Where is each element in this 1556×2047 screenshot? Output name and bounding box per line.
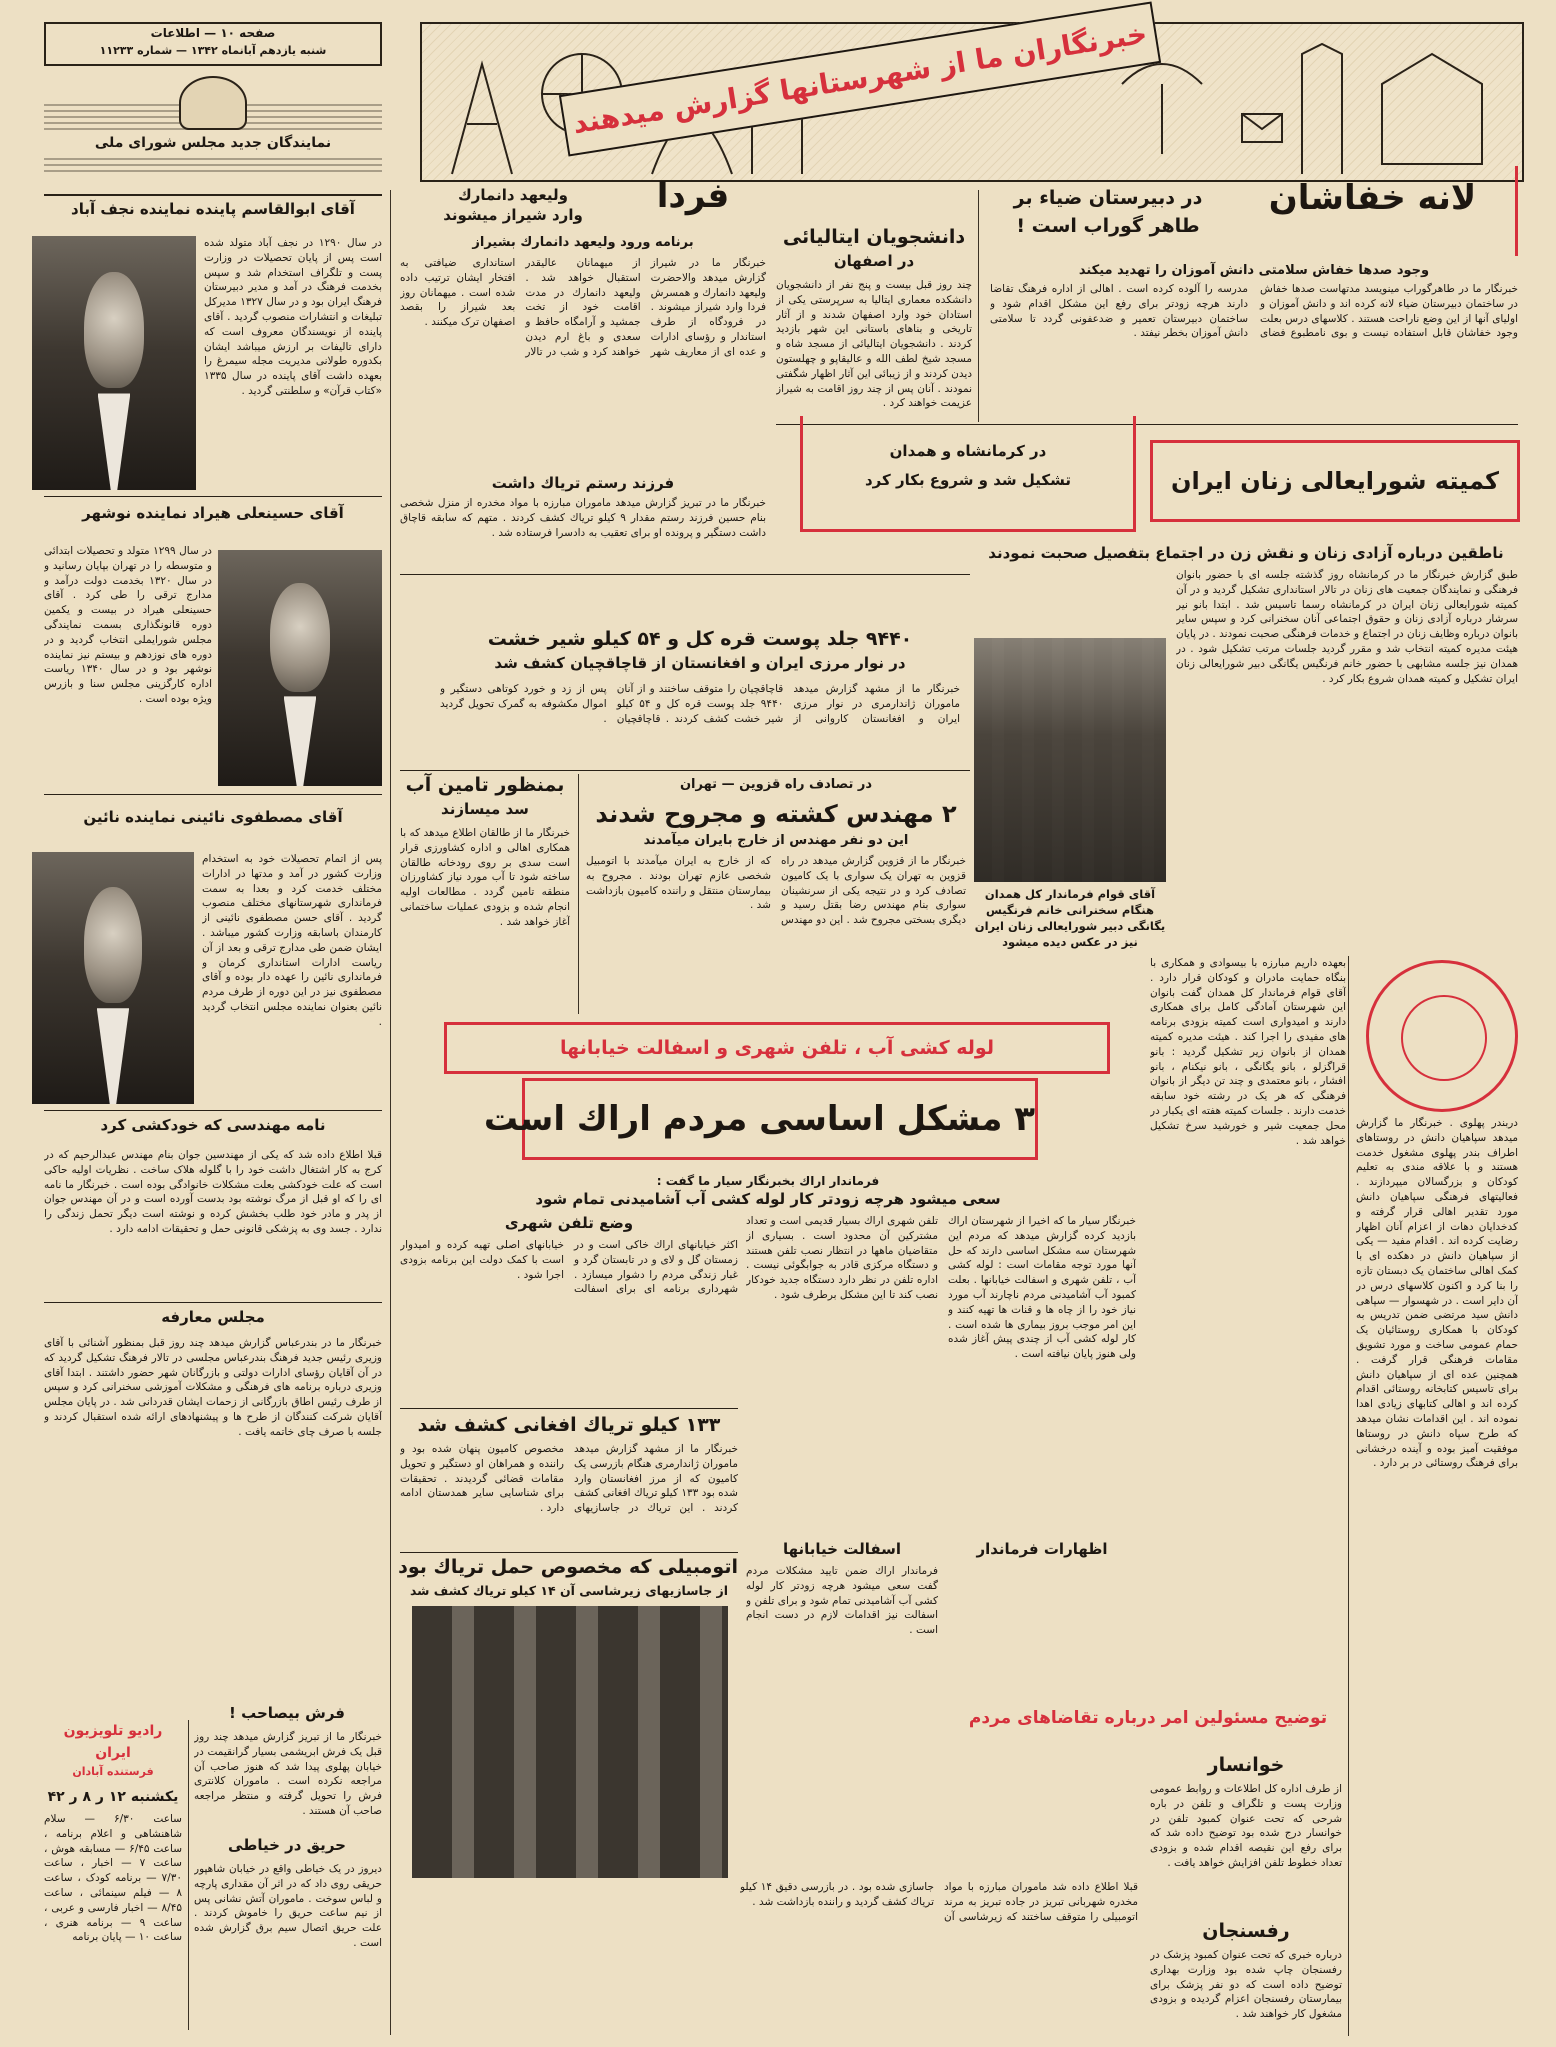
bats-body: خبرنگار ما در طاهرگوراب مینویسد مدتهاست صدها خفاش در ساختمان دبیرستان ضیاء لانه کرده اند و دانش آموزان و اولیای آنها از این وضع ناراحت هستند . کلاسهای درس بعلت وجود خفاشان قابل استفاده نیست و بوی نامطبوع فضای مدرسه را آلوده کرده است . اهالی از اداره فرهنگ تقاضا دارند هرچه زودتر برای رفع این مشکل اقدام شود و ساختمان دبیرستان تعمیر و ضدعفونی گردد تا سلامتی دانش آموزان بخطر نیفتد . bbox=[990, 283, 1518, 340]
tv-ad-tagline: فرستنده آبادان bbox=[72, 1765, 154, 1778]
women-council-cont: بعهده داریم مبارزه با بیسوادی و همکاری با بنگاه حمایت مادران و کودکان قرار دارد . آقای قوام فرماندار کل همدان گفت بانوان این شهرستان آمادگی کامل برای همکاری دارند و امیدواری است کمیته بزودی برنامه های مفیدی را اجرا کند . هیئت مدیره کمیته همدان از بانوان زیر تشکیل گردید : بانو قراگزلو ، بانو یگانگی ، بانو نیکنام ، بانو افشار ، بانو معتمدی و چند تن دیگر از بانوان فرهنگی که هر یک در رشته خود سابقه خدمت دارند . جلسات کمیته هفته ای یکبار در محل جمعیت شیر و خورشید سرخ تشکیل خواهد شد . bbox=[1150, 957, 1346, 1147]
bats-side: در دبیرستان ضیاء بر طاهر گوراب است ! bbox=[1013, 187, 1203, 237]
smuggle-subhead: در نوار مرزی ایران و افغانستان از قاچاقچیان کشف شد bbox=[494, 654, 906, 672]
divider bbox=[578, 774, 579, 1014]
page-number: صفحه ۱۰ — اطلاعات bbox=[150, 26, 276, 40]
lion-emblem-icon bbox=[179, 76, 247, 130]
khansar-headline: خوانسار bbox=[1207, 1754, 1285, 1776]
right-column-body: دربندر پهلوی . خبرنگار ما گزارش میدهد سپاهیان دانش در روستاهای اطراف بندر پهلوی مشغول خدمت هستند و با علاقه مندی به تعلیم کودکان و بزرگسالان میپردازند . فعالیتهای فرهنگی سپاهیان دانش مورد تقدیر اهالی قرار گرفته و کدخدایان دهات از اعزام آنان اظهار رضایت کرده اند . اقدام مفید — یکی از سپاهیان دانش در دهکده ای با کمک اهالی ساختمان یک دبستان تازه را بنا کرد و اکنون کلاسهای درس در آن دایر است . در شهسوار — سپاهی دانش سید مرتضی ضمن تدریس به کودکان با همکاری روستائیان یک حمام عمومی ساخت و مورد تشویق مقامات فرهنگی قرار گرفت . همچنین عده ای از سپاهیان دانش برای تاسیس کتابخانه روستائی اقدام کرده اند و اهالی کتابهای زیادی اهدا نموده اند . این اقدامات نشان میدهد که طرح سپاه دانش در روستاها موفقیت آمیز بوده و آینده درخشانی برای فرهنگ روستائی در بر دارد . bbox=[1356, 1117, 1518, 1470]
column-divider bbox=[390, 190, 391, 2035]
women-council-headline-box bbox=[1150, 440, 1520, 522]
bats-headline: لانه خفاشان bbox=[1268, 178, 1477, 218]
car-headline: اتومبیلی که مخصوص حمل تریاك بود bbox=[398, 1556, 738, 1578]
rep3-body: پس از اتمام تحصیلات خود به استخدام وزارت کشور در آمد و مدتها در ادارات مختلف خدمت کرد و بعدا به سمت فرمانداری شهرستانهای مختلف منصوب گردید . آقای حسن مصطفوی نائینی از کارمندان باسابقه وزارت کشور میباشد . ایشان ضمن طی مدارج ترقی و بعد از آن ریاست ادارات استانداری کرمان و فرمانداری نائین را عهده دار بوده و آقای مصطفوی نیز در این دوره از طرف مردم نائین بعنوان نماینده مجلس انتخاب گردید . bbox=[202, 853, 382, 1028]
arak-headline-box bbox=[483, 1078, 1038, 1160]
arak-sub-contacts: وضع تلفن شهری bbox=[504, 1214, 634, 1232]
rep3-portrait bbox=[32, 852, 194, 1104]
khansar-body: از طرف اداره کل اطلاعات و روابط عمومی وزارت پست و تلگراف و تلفن در باره شرحی که تحت عنوان کمبود تلفن در خوانسار درج شده بود توضیح داده شد که برای رفع این نقیصه اقدام شده و بزودی تعداد خطوط تلفن افزایش خواهد یافت . bbox=[1150, 1783, 1342, 1869]
page-info-box bbox=[44, 22, 382, 66]
bats-subhead: وجود صدها خفاش سلامتی دانش آموزان را تهدید میکند bbox=[1078, 263, 1430, 278]
arak-sub-gov: اظهارات فرماندار bbox=[976, 1540, 1108, 1558]
women-council-body: طبق گزارش خبرنگار ما در کرمانشاه روز گذشته جلسه ای با حضور بانوان فرهنگی و نمایندگان جمعیت های زنان در تالار استانداری تشکیل گردید و در آن کمیته شورایعالی زنان ایران در کرمانشاه رسما تاسیس شد . ابتدا بانو نیر سرشار درباره آزادی زنان و حقوق اجتماعی آنان سخنرانی کرد و سپس سایر بانوان درباره وظایف زنان در اجتماع و خدمات فرهنگی صحبت نمودند . در پایان هیئت مدیره کمیته انتخاب شد و مقرر گردید جلسات مرتب تشکیل شود . در همدان نیز جلسه مشابهی با حضور خانم فرنگیس یگانگی دبیر شورایعالی زنان ایران تشکیل و کمیته همدان شروع بکار کرد . bbox=[1176, 569, 1518, 685]
bats-headline-box bbox=[1230, 166, 1518, 256]
divider bbox=[44, 1110, 382, 1111]
denmark-body: خبرنگار ما در شیراز گزارش میدهد والاحضرت ولیعهد دانمارك و همسرش فردا وارد شیراز میشوند . در فرودگاه از طرف استاندار و رؤسای ادارات و عده ای از معاریف شهر از میهمانان عالیقدر استقبال خواهد شد . ولیعهد دانمارك در مدت اقامت خود از تخت جمشید و آرامگاه حافظ و سعدی و باغ ارم دیدن خواهند کرد و شب در تالار استانداری ضیافتی به افتخار ایشان ترتیب داده شده است . میهمانان روز بعد شیراز را بقصد اصفهان ترک میکنند . bbox=[400, 257, 766, 358]
arak-body1: خبرنگار سیار ما که اخیرا از شهرستان اراك بازدید کرده گزارش میدهد که مردم این شهرستان سه مشکل اساسی دارند که حل آنها مورد توجه مقامات است : لوله کشی آب ، تلفن شهری و اسفالت خیابانها . بعلت کمبود آب آشامیدنی مردم ناچارند آب مورد نیاز خود را از چاه ها و قنات ها تهیه کنند و این امر موجب بروز بیماری ها شده است . کار لوله کشی آب از چندی پیش آغاز شده ولی هنوز پایان نیافته است . bbox=[948, 1215, 1136, 1361]
opium-afghan-body: خبرنگار ما از مشهد گزارش میدهد ماموران ژاندارمری هنگام بازرسی یک کامیون که از مرز افغانستان وارد شده بود ۱۳۳ کیلو تریاك افغانی کشف کردند . این تریاك در جاسازیهای مخصوص کامیون پنهان شده بود و راننده و همراهان او دستگیر و تحویل مقامات قضائی گردیدند . تحقیقات برای شناسایی سایر همدستان ادامه دارد . bbox=[400, 1443, 738, 1515]
denmark-side2: وارد شیراز میشوند bbox=[443, 206, 583, 224]
engineers-subhead: این دو نفر مهندس از خارج بایران میآمدند bbox=[643, 833, 909, 848]
arak-sub-asphalt: اسفالت خیابانها bbox=[782, 1540, 902, 1558]
women-council-headline: کمیته شورایعالی زنان ایران bbox=[1170, 467, 1500, 495]
engineers-body: خبرنگار ما از قزوین گزارش میدهد در راه قزوین به تهران یک سواری با یک کامیون تصادف کرد و در نتیجه یکی از سرنشینان سواری بنام مهندس رضا بقتل رسید و دیگری بسختی مجروح شد . این دو مهندس که از خارج به ایران میآمدند با اتومبیل شخصی عازم تهران بودند . مجروح به بیمارستان منتقل و راننده کامیون بازداشت شد . bbox=[586, 855, 966, 927]
water-sub: سد میسازند bbox=[441, 800, 529, 818]
divider bbox=[188, 1720, 189, 2030]
arak-headline: ۳ مشکل اساسی مردم اراك است bbox=[483, 1099, 1035, 1139]
women-council-cont2 bbox=[974, 952, 1140, 1012]
denmark-big-headline: فردا bbox=[656, 176, 730, 216]
fire-body: دیروز در یک خیاطی واقع در خیابان شاهپور حریقی روی داد که در اثر آن مقداری پارچه و لباس سوخت . ماموران آتش نشانی پس از نیم ساعت حریق را خاموش کردند . علت حریق اتصال سیم برق گزارش شده است . bbox=[194, 1863, 382, 1949]
tv-ad bbox=[44, 1720, 182, 2030]
women-council-side-box bbox=[800, 416, 1136, 532]
rep1-body: در سال ۱۲۹۰ در نجف آباد متولد شده است پس از پایان تحصیلات در وزارت پست و تلگراف استخدام شد و سپس بخدمت فرهنگ در آمد و مدیر دبیرستان فرهنگ ایران بود و در سال ۱۳۲۷ مدیرکل تبلیغات و انتشارات منصوب گردید . آقای پاینده از نویسندگان معروف است که دارای تالیفات بر ارزش میباشد ایشان بکدوره طولانی مدیریت مجله سیمرغ را بعهده داشت آقای پاینده در سال ۱۳۳۵ «کتاب قرآن» و سلطنتی گردید . bbox=[204, 237, 382, 397]
students-sub: در اصفهان bbox=[833, 252, 915, 270]
divider bbox=[44, 1302, 382, 1303]
arak-subhead: سعی میشود هرچه زودتر کار لوله کشی آب آشامیدنی تمام شود bbox=[535, 1190, 1001, 1208]
divider bbox=[44, 496, 382, 497]
council-body: خبرنگار ما در بندرعباس گزارش میدهد چند روز قبل بمنظور آشنائی با آقای وزیری رئیس جدید فرهنگ بندرعباس مجلسی در تالار فرهنگ تشکیل گردید که در آن آقایان رؤسای ادارات دولتی و بازرگانان شهر حضور داشتند . ابتدا آقای وزیری درباره برنامه های فرهنگی و مشکلات آموزشی سخنرانی کرد و سپس از طرف رئیس اطاق بازرگانی از زحمات ایشان قدردانی شد . در پایان مجلس آقایان شرکت کنندگان از طرح ها و پیشنهادهای ارائه شده استقبال کردند و جلسه با صرف چای خاتمه یافت . bbox=[44, 1337, 382, 1438]
soldiers-photo bbox=[412, 1606, 728, 1878]
suicide-body: قبلا اطلاع داده شد که یکی از مهندسین جوان بنام مهندس عبدالرحیم که در کرج به کار اشتغال داشت خود را با گلوله هلاک ساخت . نظریات اولیه حاکی است که علت خودکشی بعلت مشکلات خانوادگی بوده است . خبرنگار ما نامه ای را که او قبل از مرگ نوشته بود بدست آورده است و در آن مهندس جوان از پدر و مادر خود طلب بخشش کرده و نوشته است دیگر تحمل زندگی را ندارد . جسد وی به پزشکی قانونی حمل و تحقیقات ادامه دارد . bbox=[44, 1149, 382, 1235]
water-body: خبرنگار ما از طالقان اطلاع میدهد که با همکاری اهالی و اداره کشاورزی قرار است سدی بر روی رودخانه طالقان ساخته شود تا آب مورد نیاز کشاورزان منطقه تامین گردد . مطالعات اولیه انجام شده و بزودی عملیات ساختمانی آغاز خواهد شد . bbox=[400, 827, 570, 928]
women-council-body-top bbox=[974, 568, 1166, 634]
women-council-side1: در کرمانشاه و همدان bbox=[889, 442, 1047, 460]
rafsanjan-headline: رفسنجان bbox=[1202, 1920, 1290, 1942]
opium-afghan-headline: ۱۳۳ کیلو تریاك افغانی کشف شد bbox=[417, 1414, 721, 1436]
engineers-pre: در تصادف راه قزوین — تهران bbox=[679, 777, 873, 792]
rafsanjan-body: درباره خبری که تحت عنوان کمبود پزشک در رفسنجان چاپ شده بود وزارت بهداری توضیح داده است که دو نفر پزشک برای بیمارستان رفسنجان اعزام گردیده و بزودی مشغول کار خواهند شد . bbox=[1150, 1949, 1342, 2021]
rep3-title: آقای مصطفوی نائینی نماینده نائین bbox=[83, 808, 343, 826]
arak-body3: اکثر خیابانهای اراك خاکی است و در زمستان گل و لای و در تابستان گرد و غبار زندگی مردم را دشوار میسازد . شهرداری برنامه ای برای اسفالت خیابانهای اصلی تهیه کرده و امیدوار است با کمک دولت این برنامه بزودی اجرا شود . bbox=[400, 1239, 738, 1296]
carpet-body: خبرنگار ما از تبریز گزارش میدهد چند روز قبل یک فرش ابریشمی بسیار گرانقیمت در خیابان پهلوی پیدا شد که هنوز صاحب آن مراجعه نکرده است . ماموران کلانتری فرش را تحویل گرفته و منتظر مراجعه صاحب آن هستند . bbox=[194, 1731, 382, 1817]
tv-ad-date: یکشنبه ۱۲ ر ۸ ر ۴۲ bbox=[47, 1789, 179, 1805]
rep2-body: در سال ۱۲۹۹ متولد و تحصیلات ابتدائی و متوسطه را در تهران بپایان رسانید و در سال ۱۳۲۰ بخدمت دولت درآمد و مدارج ترقی را طی کرد . آقای حسینعلی هیراد در بیست و یکمین دوره قانونگذاری بسمت نمایندگی مجلس شورایملی انتخاب گردید و در دوره های نوزدهم و بیستم نیز نماینده نوشهر بود و در سال ۱۳۴۰ ریاست اداره کارگزینی مجلس سنا و بازرس ویژه بوده است . bbox=[44, 545, 212, 705]
rep1-title: آقای ابوالقاسم پاینده نماینده نجف آباد bbox=[71, 200, 355, 218]
suicide-title: نامه مهندسی که خودکشی کرد bbox=[100, 1116, 326, 1134]
masthead-banner-text: خبرنگاران ما از شهرستانها گزارش میدهند bbox=[570, 16, 1150, 141]
smuggle-body: خبرنگار ما از مشهد گزارش میدهد ماموران ژاندارمری در نوار مرزی ایران و افغانستان کاروانی از قاچاقچیان را متوقف ساختند و از آنان ۹۴۴۰ جلد پوست قره کل و ۵۴ کیلو شیر خشت کشف کردند . قاچاقچیان پس از زد و خورد کوتاهی دستگیر و اموال مکشوفه به گمرک تحویل گردید . bbox=[440, 683, 960, 725]
divider bbox=[400, 1408, 738, 1409]
women-council-photo-wide bbox=[974, 638, 1166, 882]
fire-headline: حریق در خیاطی bbox=[228, 1836, 346, 1854]
divider bbox=[400, 770, 970, 771]
arak-subhead-small: فرماندار اراك بخبرنگار سیار ما گفت : bbox=[656, 1174, 880, 1188]
column-divider bbox=[1348, 956, 1349, 2036]
tv-ad-brand: رادیو تلویزیون ایران bbox=[63, 1723, 163, 1761]
rep2-title: آقای حسینعلی هیراد نماینده نوشهر bbox=[82, 504, 344, 522]
column-divider bbox=[978, 190, 979, 422]
divider bbox=[400, 574, 970, 575]
students-headline: دانشجویان ایتالیائی bbox=[782, 226, 966, 248]
denmark-subhead: برنامه ورود ولیعهد دانمارك بشیراز bbox=[472, 235, 694, 250]
car-subhead: از جاسازیهای زیرشاسی آن ۱۴ کیلو تریاك کشف شد bbox=[409, 1583, 729, 1598]
students-body: چند روز قبل بیست و پنج نفر از دانشجویان دانشکده معماری ایتالیا به سرپرستی یکی از استادان خود وارد اصفهان شدند و از آثار تاریخی و بناهای باستانی این شهر بازدید کردند . دانشجویان ایتالیائی از مسجد شاه و مسجد شیخ لطف الله و عالیقاپو و چهلستون دیدن کردند و از زیبائی این آثار اظهار شگفتی نمودند . آنان پس از چند روز اقامت به شیراز عزیمت خواهند کرد . bbox=[776, 279, 972, 410]
rep2-portrait bbox=[218, 550, 382, 786]
section-logo-text: نمایندگان جدید مجلس شورای ملی bbox=[44, 132, 382, 154]
women-council-subhead: ناطقین درباره آزادی زنان و نقش زن در اجتماع بتفصیل صحبت نمودند bbox=[988, 544, 1504, 562]
institution-seal-icon bbox=[1366, 960, 1518, 1112]
arak-body4: فرماندار اراك ضمن تایید مشکلات مردم گفت سعی میشود هرچه زودتر کار لوله کشی آب آشامیدنی تمام شود و برای تلفن و اسفالت نیز اقدامات لازم در دست انجام است . bbox=[746, 1565, 938, 1637]
divider bbox=[44, 194, 382, 196]
divider bbox=[44, 794, 382, 795]
section-logo bbox=[44, 72, 382, 190]
women-council-caption: آقای قوام فرماندار کل همدان هنگام سخنرانی خانم فرنگیس یگانگی دبیر شورایعالی زنان ایران نیز در عکس دیده میشود bbox=[974, 887, 1166, 949]
smuggle-headline: ۹۴۴۰ جلد پوست قره کل و ۵۴ کیلو شیر خشت bbox=[487, 628, 913, 650]
carpet-headline: فرش بیصاحب ! bbox=[229, 1704, 345, 1722]
council-title: مجلس معارفه bbox=[161, 1308, 265, 1326]
rostam-headline: فرزند رستم تریاك داشت bbox=[491, 474, 675, 492]
engineers-headline: ۲ مهندس کشته و مجروح شدند bbox=[595, 800, 957, 828]
divider bbox=[400, 1552, 738, 1553]
car-body: قبلا اطلاع داده شد ماموران مبارزه با مواد مخدره شهربانی تبریز در جاده تبریز به مرند اتومبیلی را متوقف ساختند که زیرشاسی آن جاسازی شده بود . در بازرسی دقیق ۱۴ کیلو تریاك کشف گردید و راننده بازداشت شد . bbox=[740, 1881, 1138, 1923]
tv-ad-schedule: ساعت ۶/۳۰ — سلام شاهنشاهی و اعلام برنامه ، ساعت ۶/۴۵ — مسابقه هوش ، ساعت ۷ — اخبار ، ساعت ۷/۳۰ — برنامه کودک ، ساعت ۸ — فیلم سینمائی ، ساعت ۸/۴۵ — اخبار فارسی و عربی ، ساعت ۹ — برنامه هنری ، ساعت ۱۰ — پایان برنامه bbox=[44, 1813, 182, 1944]
denmark-side1: ولیعهد دانمارك bbox=[458, 186, 568, 204]
arak-top-line: لوله کشی آب ، تلفن شهری و اسفالت خیابانها bbox=[560, 1037, 994, 1059]
khansar-red-headline: توضیح مسئولین امر درباره تقاضاهای مردم bbox=[968, 1708, 1328, 1728]
rep1-portrait bbox=[32, 236, 196, 490]
issue-date: شنبه یازدهم آبانماه ۱۳۴۲ — شماره ۱۱۲۳۳ bbox=[99, 44, 327, 57]
arak-body2: تلفن شهری اراك بسیار قدیمی است و تعداد مشترکین آن محدود است . بسیاری از متقاضیان ماهها در انتظار نصب تلفن هستند و دستگاه مرکزی قادر به جوابگوئی نیست . اداره تلفن در نظر دارد دستگاه جدید خودکار نصب کند تا این مشکل برطرف شود . bbox=[746, 1215, 938, 1301]
rostam-body: خبرنگار ما در تبریز گزارش میدهد ماموران مبارزه با مواد مخدره از منزل شخصی بنام حسین فرزند رستم مقدار ۹ کیلو تریاك کشف کردند . متهم که سابقه قاچاق داشت دستگیر و پرونده او برای تعقیب به دادسرا فرستاده شد . bbox=[400, 497, 766, 539]
water-headline: بمنظور تامین آب bbox=[405, 774, 565, 796]
arak-top-box bbox=[444, 1022, 1110, 1074]
women-council-side2: تشکیل شد و شروع بکار کرد bbox=[864, 471, 1071, 489]
